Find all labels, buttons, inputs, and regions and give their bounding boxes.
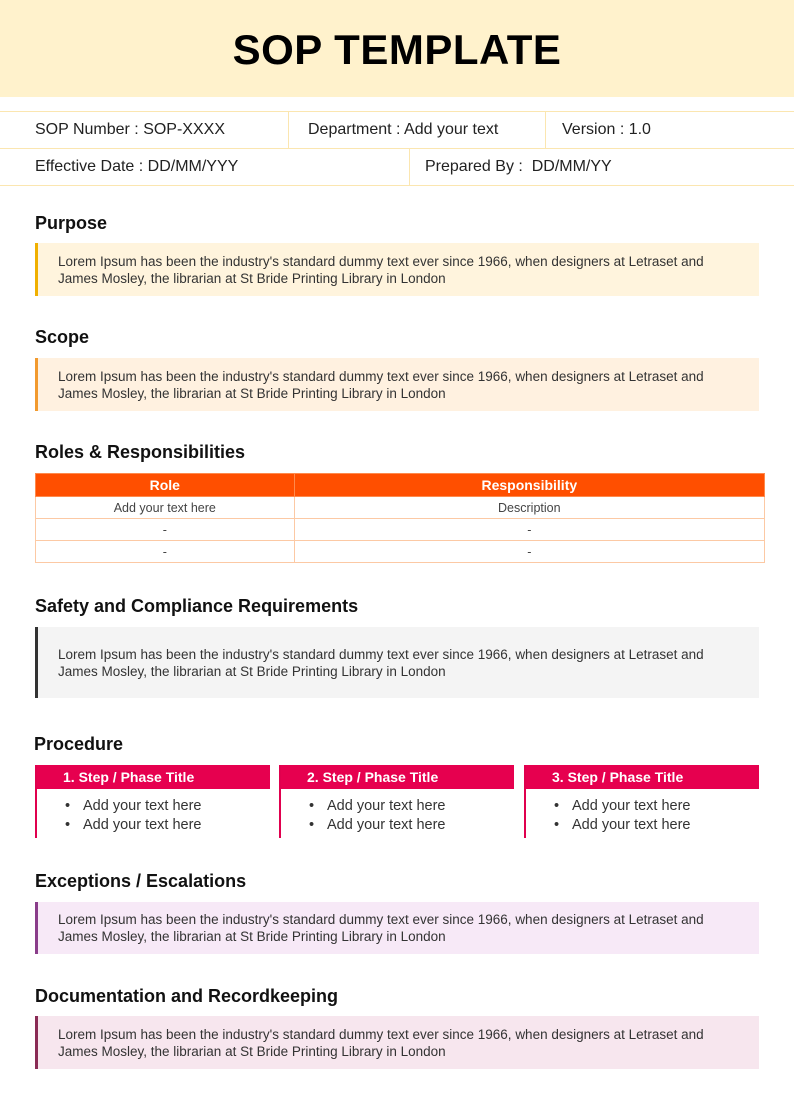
table-row [36, 519, 765, 541]
table-row [36, 541, 765, 563]
purpose-text: Lorem Ipsum has been the industry's standard dummy text ever since 1966, when designers at Letraset and James Mosley, the librarian at St Bride Printing Library in London [35, 243, 759, 296]
list-item: • Add your text here [65, 797, 270, 816]
documentation-title: Documentation and Recordkeeping [35, 986, 339, 1006]
responsibility-cell: Description [294, 497, 764, 519]
exceptions-title: Exceptions / Escalations [35, 871, 247, 891]
role-cell: - [36, 541, 295, 563]
list-item: • Add your text here [554, 816, 759, 835]
version: Version : 1.0 [562, 121, 651, 138]
role-header: Role [36, 474, 295, 497]
procedure-step-2 [279, 765, 514, 838]
list-item: • Add your text here [309, 797, 514, 816]
meta-row-1 [0, 111, 794, 149]
step-list [37, 797, 270, 835]
list-item: • Add your text here [554, 797, 759, 816]
scope-text: Lorem Ipsum has been the industry's standard dummy text ever since 1966, when designers at Letraset and James Mosley, the librarian at St Bride Printing Library in London [35, 358, 759, 411]
procedure-step-1 [35, 765, 270, 838]
meta-row-2 [0, 148, 794, 186]
list-item: • Add your text here [65, 816, 270, 835]
role-cell: Add your text here [36, 497, 295, 519]
effective-date: Effective Date : DD/MM/YYY [0, 148, 410, 185]
procedure-title: Procedure [34, 734, 124, 754]
responsibility-header: Responsibility [294, 474, 764, 497]
step-title: 3. Step / Phase Title [526, 765, 759, 789]
exceptions-text: Lorem Ipsum has been the industry's standard dummy text ever since 1966, when designers at Letraset and James Mosley, the librarian at St Bride Printing Library in London [35, 902, 759, 954]
responsibility-cell: - [294, 519, 764, 541]
document-title: SOP TEMPLATE [232, 26, 562, 73]
step-list [281, 797, 514, 835]
documentation-text: Lorem Ipsum has been the industry's standard dummy text ever since 1966, when designers at Letraset and James Mosley, the librarian at St Bride Printing Library in London [35, 1016, 759, 1069]
step-list [526, 797, 759, 835]
department: Department : Add your text [289, 112, 546, 148]
list-item: • Add your text here [309, 816, 514, 835]
safety-title: Safety and Compliance Requirements [35, 596, 359, 616]
responsibility-cell: - [294, 541, 764, 563]
sop-number: SOP Number : SOP-XXXX [0, 112, 289, 148]
purpose-title: Purpose [35, 213, 108, 233]
step-title: 1. Step / Phase Title [37, 765, 270, 789]
safety-text: Lorem Ipsum has been the industry's standard dummy text ever since 1966, when designers at Letraset and James Mosley, the librarian at St Bride Printing Library in London [35, 627, 759, 698]
roles-title: Roles & Responsibilities [35, 442, 246, 462]
procedure-step-3 [524, 765, 759, 838]
roles-table [35, 473, 765, 563]
role-cell: - [36, 519, 295, 541]
scope-title: Scope [35, 327, 90, 347]
step-title: 2. Step / Phase Title [281, 765, 514, 789]
prepared-by: Prepared By : DD/MM/YY [425, 157, 612, 175]
table-row [36, 497, 765, 519]
table-header-row [36, 474, 765, 497]
